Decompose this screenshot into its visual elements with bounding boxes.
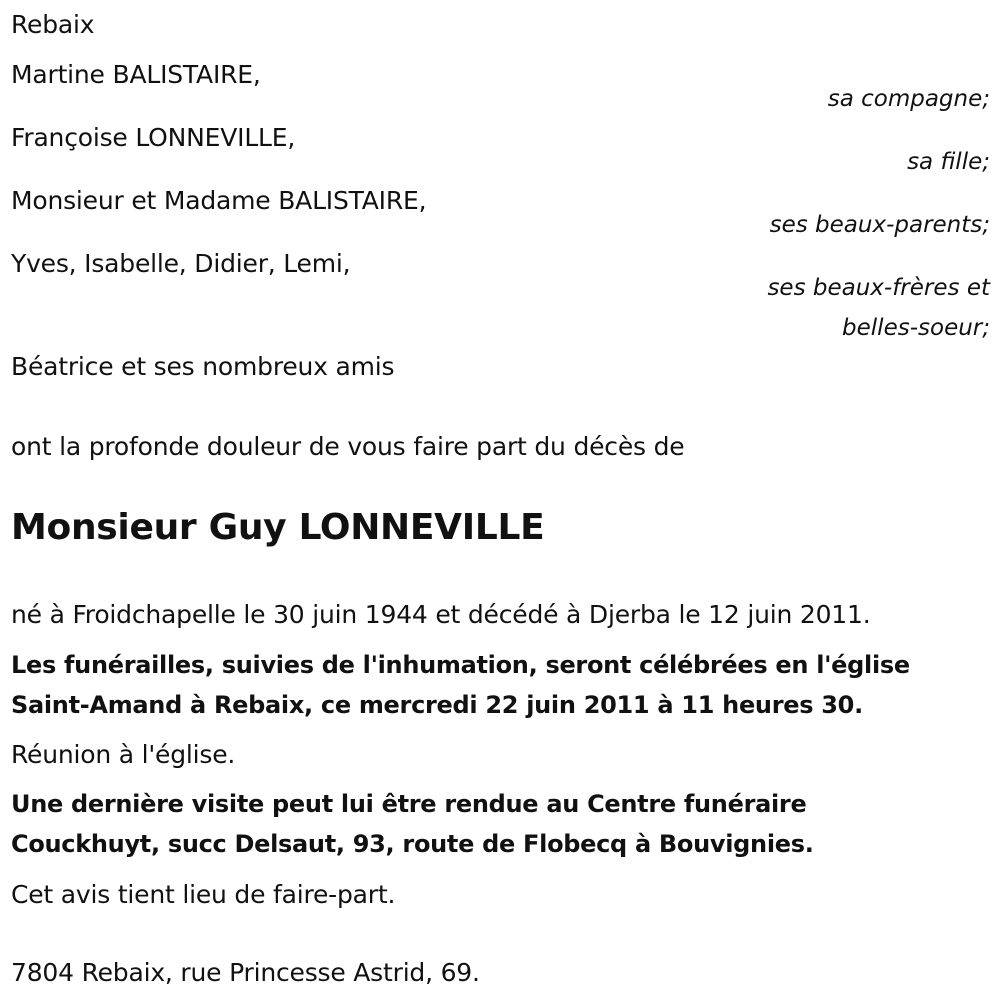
- family-member-name: Martine BALISTAIRE,: [11, 60, 261, 89]
- friends-line: Béatrice et ses nombreux amis: [11, 352, 395, 381]
- notice-text: Cet avis tient lieu de faire-part.: [11, 880, 396, 909]
- family-member-role: sa fille;: [907, 149, 990, 175]
- funeral-details: Saint-Amand à Rebaix, ce mercredi 22 juin 2011 à 11 heures 30.: [11, 691, 863, 719]
- family-member-name: Monsieur et Madame BALISTAIRE,: [11, 186, 427, 215]
- family-member-role: sa compagne;: [827, 86, 990, 112]
- family-member-role: ses beaux-frères et: [767, 275, 990, 301]
- meeting-info: Réunion à l'église.: [11, 740, 236, 769]
- family-member-name: Yves, Isabelle, Didier, Lemi,: [11, 249, 351, 278]
- location-heading: Rebaix: [11, 10, 95, 39]
- family-member-name: Françoise LONNEVILLE,: [11, 123, 296, 152]
- visit-details: Couckhuyt, succ Delsaut, 93, route de Flobecq à Bouvignies.: [11, 830, 814, 858]
- family-member-role: ses beaux-parents;: [769, 212, 990, 238]
- address-line: 7804 Rebaix, rue Princesse Astrid, 69.: [11, 958, 480, 987]
- deceased-name: Monsieur Guy LONNEVILLE: [11, 507, 545, 548]
- funeral-details: Les funérailles, suivies de l'inhumation, seront célébrées en l'église: [11, 651, 910, 679]
- birth-death-info: né à Froidchapelle le 30 juin 1944 et décédé à Djerba le 12 juin 2011.: [11, 600, 871, 629]
- visit-details: Une dernière visite peut lui être rendue au Centre funéraire: [11, 790, 807, 818]
- announcement-text: ont la profonde douleur de vous faire part du décès de: [11, 432, 685, 461]
- family-member-role: belles-soeur;: [842, 315, 990, 341]
